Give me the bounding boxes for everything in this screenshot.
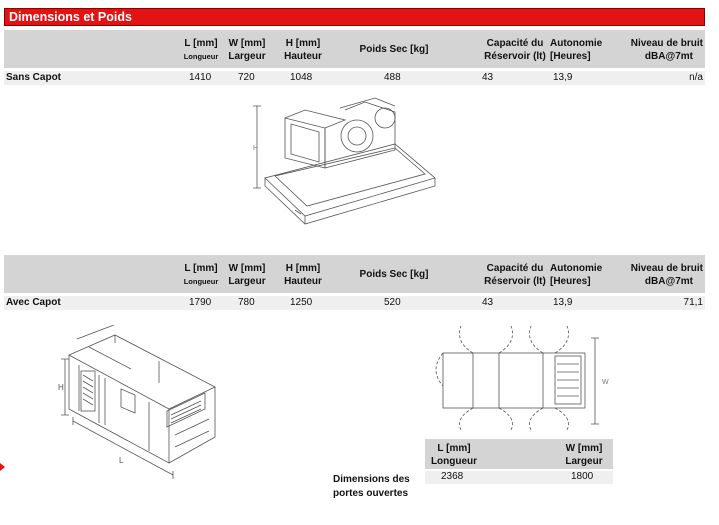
table-header-avec-capot [4,255,705,293]
row-avec-capot [4,296,705,310]
cell-poids: 520 [384,297,401,308]
doors-row [425,471,613,484]
doors-header-l: L [mm] Longueur [430,443,478,467]
header-h: H [mm] Hauteur [284,263,322,287]
cell-bruit: 71,1 [683,297,703,308]
red-arrow-marker-icon [0,463,5,471]
cell-autonomie: 13,9 [553,297,573,308]
cell-l: 1410 [189,72,212,83]
open-frame-generator-drawing [245,88,445,228]
cell-capacite: 43 [482,297,494,308]
doors-header-w: W [mm] Largeur [565,443,603,467]
cell-l: 1790 [189,297,212,308]
cell-h: 1250 [290,297,313,308]
header-l: L [mm] Longueur [183,263,219,286]
header-autonomie: Autonomie [Heures] [550,38,603,62]
row-label: Sans Capot [6,72,62,83]
row-label: Avec Capot [6,297,61,308]
doors-cell-l: 2368 [441,471,464,482]
header-l: L [mm] Longueur [183,38,219,61]
header-autonomie: Autonomie [Heures] [550,263,603,287]
header-bruit: Niveau de bruit dBA@7mt [630,263,703,287]
doors-table-header [425,439,613,469]
cell-h: 1048 [290,72,313,83]
header-w: W [mm] Largeur [228,263,266,287]
drawing-label-l: L [119,456,124,465]
cell-w: 720 [238,72,255,83]
open-doors-plan-drawing [425,320,615,430]
cell-bruit: n/a [689,72,703,83]
cell-capacite: 43 [482,72,494,83]
drawing-label-h: H [58,383,64,392]
canopy-generator-drawing [55,325,235,495]
header-capacite: Capacité du Réservoir (lt) [484,263,546,287]
header-poids: Poids Sec [kg] [359,269,429,280]
drawing-label-w: W [602,379,609,386]
section-title-bar [4,8,705,26]
section-title: Dimensions et Poids [9,10,132,24]
header-h: H [mm] Hauteur [284,38,322,62]
table-header-sans-capot [4,30,705,68]
header-w: W [mm] Largeur [228,38,266,62]
cell-autonomie: 13,9 [553,72,573,83]
header-capacite: Capacité du Réservoir (lt) [484,38,546,62]
doors-label: Dimensions des portes ouvertes [333,474,410,499]
cell-poids: 488 [384,72,401,83]
header-poids: Poids Sec [kg] [359,44,429,55]
header-bruit: Niveau de bruit dBA@7mt [630,38,703,62]
cell-w: 780 [238,297,255,308]
doors-cell-w: 1800 [571,471,594,482]
drawing-label-h: H [253,145,259,152]
row-sans-capot [4,71,705,85]
